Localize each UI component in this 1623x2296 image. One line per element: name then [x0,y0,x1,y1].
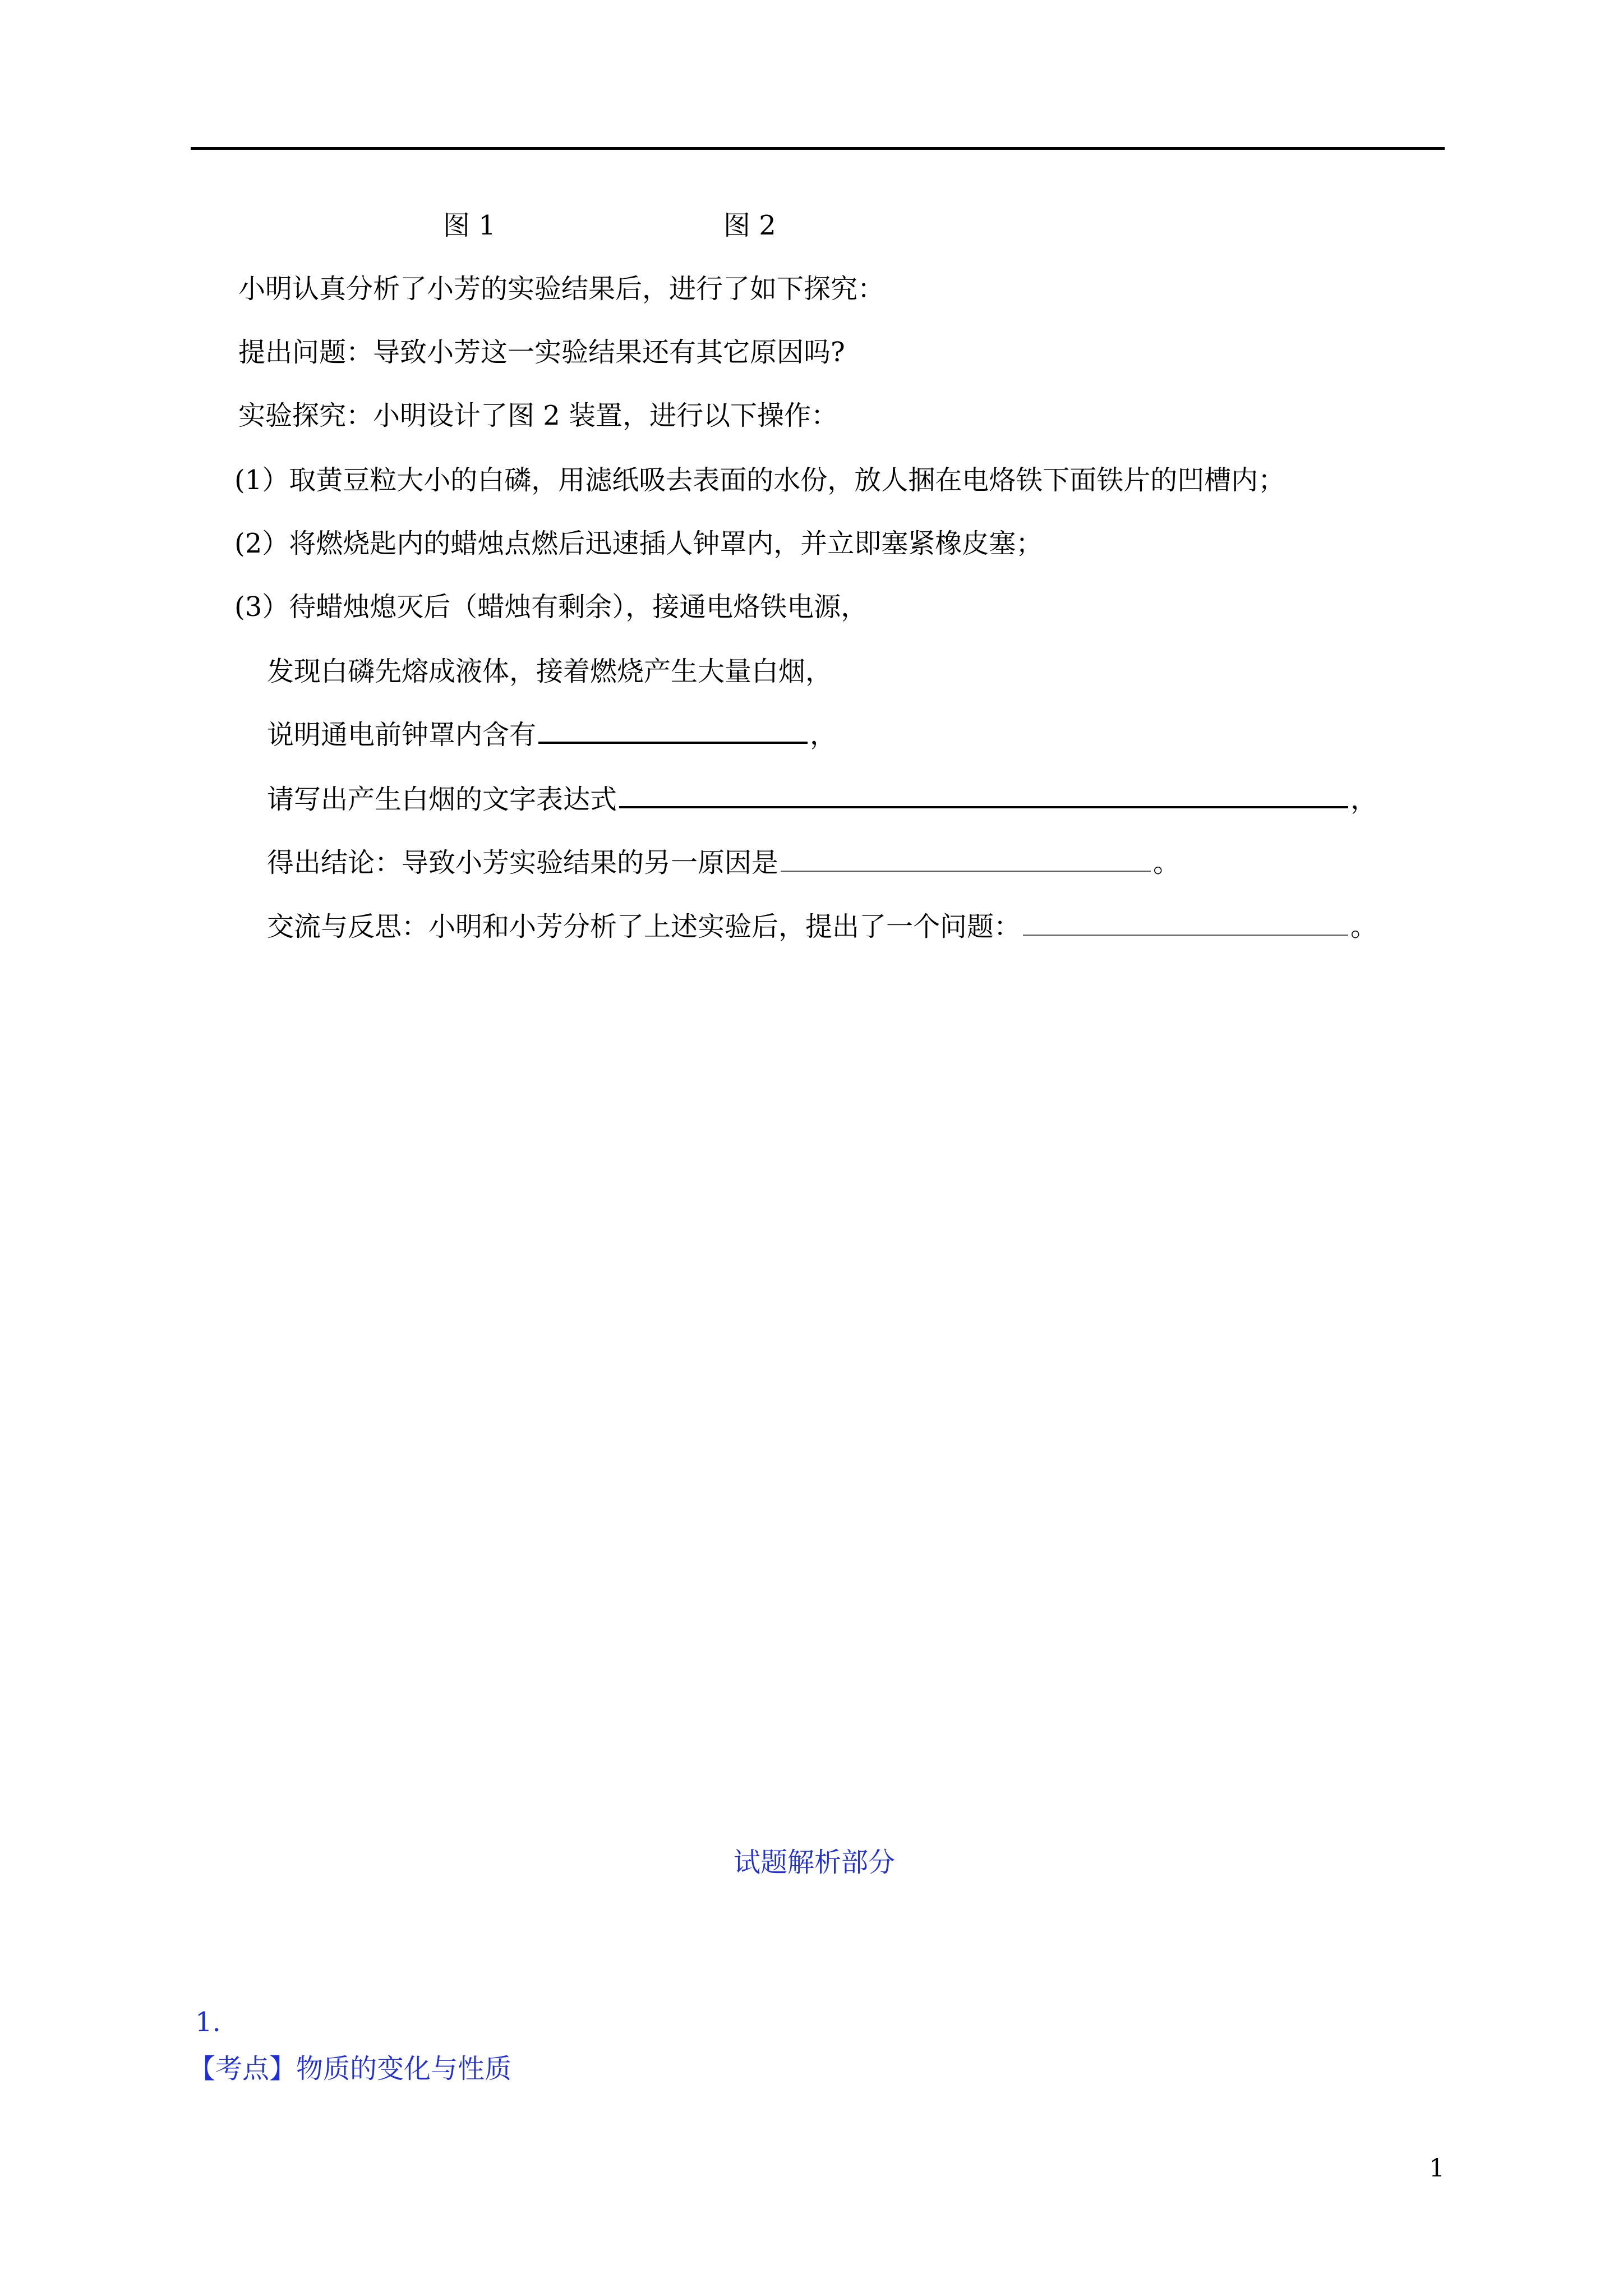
blank-1-prefix: 说明通电前钟罩内含有 [267,719,537,751]
reflection-suffix: 。 [1350,911,1378,942]
reflection-line [267,910,1377,944]
conclusion-prefix: 得出结论：导致小芳实验结果的另一原因是 [267,847,779,878]
conclusion-field[interactable] [781,848,1151,872]
blank-2-prefix: 请写出产生白烟的文字表达式 [267,784,617,815]
reflection-prefix: 交流与反思：小明和小芳分析了上述实验后，提出了一个问题： [267,911,1021,942]
blank-1-suffix: ， [810,719,837,751]
step-3: (3）待蜡烛熄灭后（蜡烛有剩余），接通电烙铁电源， [234,591,868,623]
conclusion-line [267,846,1180,880]
analysis-topic [188,2052,511,2086]
intro-paragraph: 小明认真分析了小芳的实验结果后，进行了如下探究： [238,273,885,305]
blank-2-suffix: ， [1350,784,1378,815]
step-1: (1）取黄豆粒大小的白磷，用滤纸吸去表面的水份，放人捆在电烙铁下面铁片的凹槽内； [234,464,1285,496]
blank-1-line [267,718,837,752]
conclusion-suffix: 。 [1153,847,1181,878]
analysis-item-number: 1. [195,2007,221,2038]
figure-1-label: 图 1 [443,210,496,241]
reflection-field[interactable] [1023,912,1348,936]
topic-value: 物质的变化与性质 [296,2053,512,2085]
analysis-section-title: 试题解析部分 [734,1847,896,1878]
blank-2-line [267,783,1377,816]
observation-paragraph: 发现白磷先熔成液体，接着燃烧产生大量白烟， [267,656,833,687]
exploration-paragraph: 实验探究：小明设计了图 2 装置，进行以下操作： [238,400,838,431]
question-paragraph: 提出问题：导致小芳这一实验结果还有其它原因吗? [238,337,845,368]
figure-2-label: 图 2 [723,210,776,241]
blank-1-field[interactable] [538,719,808,744]
topic-label: 【考点】 [188,2053,297,2085]
header-rule [191,147,1445,150]
blank-2-field[interactable] [619,784,1348,808]
page-number: 1 [1429,2154,1445,2183]
step-2: (2）将燃烧匙内的蜡烛点燃后迅速插人钟罩内，并立即塞紧橡皮塞； [234,528,1043,559]
